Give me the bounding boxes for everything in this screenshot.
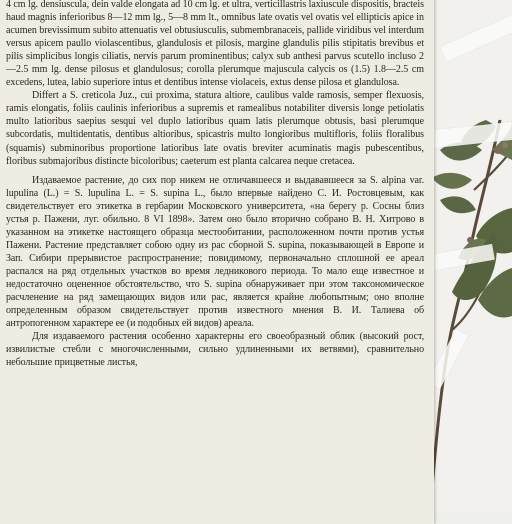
text-column xyxy=(6,0,424,369)
russian-commentary-paragraph-continued: Для издаваемого растения особенно характерны его своеобразный облик (высокий рост, извилистые стебли с многочисленными, сильно удлиненными их ветвями), сравнительно небольшие прицветные листья, xyxy=(6,331,424,369)
latin-diagnosis-paragraph: Differt a S. creticola Juz., cui proxima, statura altiore, caulibus valde ramosis, semper flexuosis, ramis elongatis, foliis caulinis inferioribus a supremis et ramealibus notabiliter diversis longe petiolatis multo latioribus saepius sesqui vel duplo latioribus quam latis plerumque obtusis, basi plerumque subcordatis, multidentatis, dentibus altioribus, spicastris multo longioribus multifloris, foliis floralibus (squamis) subminoribus proportione latioribus late ovatis breviter acuminatis magis pubescentibus, floribus submajoribus distincte bicoloribus; caeterum est planta calcarea neque cretacea. xyxy=(6,90,424,167)
latin-description-paragraph: 4 cm lg. densiuscula, dein valde elongata ad 10 cm lg. et ultra, verticillastris laxiuscule dispositis, bracteis haud magnis inferioribus 8—12 mm lg., 5—8 mm lt., omnibus late ovatis vel ovatis vel ellipticis apice in acumen brevissimum subito attenuatis vel obtusiusculis, submembranaceis, pallide viridibus vel interdum versus apicem paullo violascentibus, glandulosis et pilosis, margine glandulis pilis stipitatis brevibus et pilis simplicibus longis ciliatis, nervis parum prominentibus; calyx sub anthesi parvus scutello incluso 2—2.5 mm lg. dense pilosus et glandulosus; corolla plerumque majuscula calycis os (1.5) 1.8—2.5 cm excedens, lutea, labio superiore intus et dentibus intense violaceis, extus dense pilosa et glandulosa. xyxy=(6,0,424,89)
russian-commentary-paragraph: Издаваемое растение, до сих пор никем не отличавшееся и выдававшееся за S. alpina var. lupulina (L.) = S. lupulina L. = S. supina L., было впервые найдено С. И. Ростовцевым, как свидетельствует его этикетка в гербарии Московского университета, «на берегу р. Сосны близ устья р. Пажени, луг. обильно. 8 VI 1898». Затем оно было вторично собрано В. Н. Хитрово в указанном на этикетке настоящего образца местообитании, расположенном почти против устья Пажени. Растение представляет собою одну из рас сборной S. supina, показывающей в Европе и Зап. Сибири прерывистое распространение; повидимому, первоначально сплошной ее ареал распался на ряд отдельных участков во время ледникового периода. То мало еще известное и недостаточно оцененное обстоятельство, что S. supina обнаруживает при этом таксономическое расчленение на ряд замещающих видов или рас, является крайне любопытным; оно вполне определенным образом свидетельствует против известного мнения В. И. Талиева об антропогенном характере ее (и подобных ей видов) ареала. xyxy=(6,174,424,330)
